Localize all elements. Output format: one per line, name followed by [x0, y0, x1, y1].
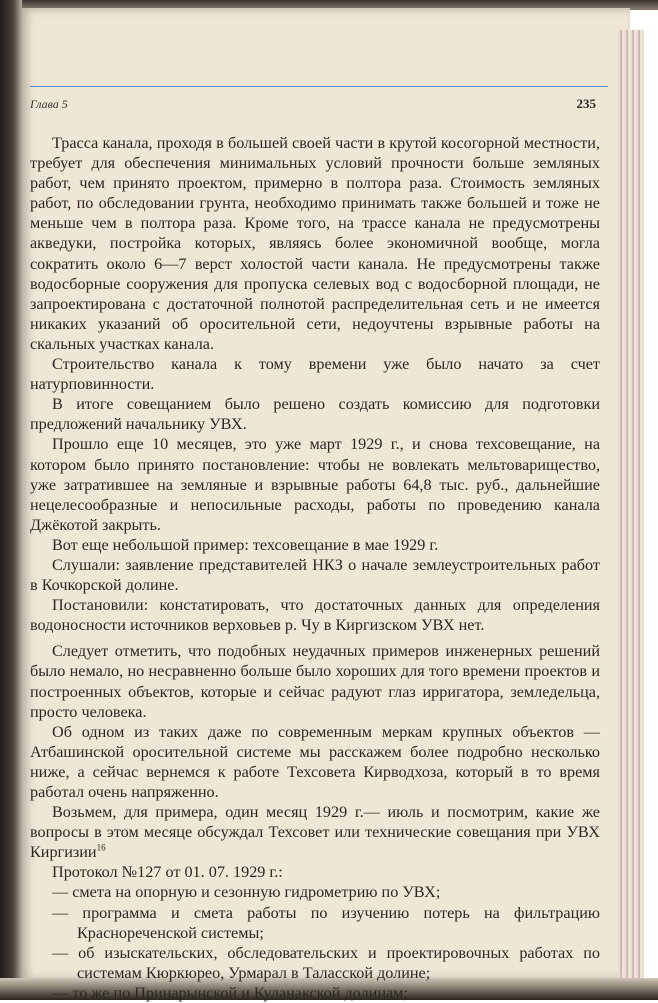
body-text [30, 133, 600, 1003]
page-number: 235 [576, 96, 596, 111]
paragraph: Постановили: констатировать, что достаточных данных для определения водоносности источников верховьев р. Чу в Киргизском УВХ нет. [30, 596, 600, 635]
paragraph-with-footnote [30, 802, 600, 862]
page-stack-edges [618, 30, 644, 980]
paragraph: Вот еще небольшой пример: техсовещание в мае 1929 г. [52, 535, 439, 554]
agenda-item: — об изыскательских, обследовательских и проектировочных работах по системам Кюркюрео, Урмарал в Таласской долине; [52, 943, 600, 982]
agenda-item: — программа и смета работы по изучению потерь на фильтрацию Краснореченской системы; [52, 903, 600, 942]
protocol-heading: Протокол №127 от 01. 07. 1929 г.: [52, 863, 283, 882]
paragraph: Прошло еще 10 месяцев, это уже март 1929 г., и снова техсовещание, на котором было принято постановление: чтобы не вовлекать мельтоварищество, уже затратившее на земляные и взрывные работы 64,8 тыс. руб., дальнейшие нецелесообразные и непосильные расходы, работы по проведению канала Джёкотой закрыть. [30, 435, 600, 534]
footnote-marker: 16 [96, 842, 106, 853]
agenda-item: — смета на опорную и сезонную гидрометрию по УВХ; [52, 883, 441, 902]
running-header-chapter: Глава 5 [30, 97, 68, 111]
paragraph: Трасса канала, проходя в большей своей части в крутой косогорной местности, требует для обеспечения минимальных условий прочности больше земляных работ, чем принято проектом, примерно в полтора раза. Стоимость земляных работ, по обследовании грунта, необходимо принимать также большей и тоже не меньше чем в полтора раза. Кроме того, на трассе канала не предусмотрены акведуки, постройка которых, являясь более экономичной вообще, могла сократить около 6—7 верст холостой части канала. Не предусмотрены также водосборные сооружения для пропуска селевых вод с водосборной площади, не запроектирована с достаточной полнотой распределительная сеть и не имеется никаких указаний об оросительной сети, недоучтены взрывные работы на скальных участках канала. [30, 134, 600, 353]
paragraph: В итоге совещанием было решено создать комиссию для подготовки предложений начальнику УВХ. [30, 395, 600, 434]
paragraph: Строительство канала к тому времени уже было начато за счет натурповинности. [30, 355, 600, 394]
paragraph: Следует отметить, что подобных неудачных примеров инженерных решений было немало, но несравненно больше было хороших для того времени проектов и построенных объектов, которые и сейчас радуют глаз ирригатора, земледельца, просто человека. [30, 642, 600, 721]
agenda-item: — то же по Принарынской и Куланакской долинам; [52, 983, 408, 1002]
running-header-rule [30, 86, 608, 87]
paragraph-text: Возьмем, для примера, один месяц 1929 г.— июль и посмотрим, какие же вопросы в этом месяце обсуждал Техсовет или технические совещания при УВХ Киргизии [30, 803, 600, 862]
paragraph: Слушали: заявление представителей НКЗ о начале землеустроительных работ в Кочкорской долине. [30, 555, 600, 595]
paragraph: Об одном из таких даже по современным меркам крупных объектов — Атбашинской оросительной системе мы расскажем более подробно несколько ниже, а сейчас вернемся к работе Техсовета Кирводхоза, который в то время работал очень напряженно. [30, 722, 600, 801]
book-spine-shadow [0, 0, 22, 1000]
